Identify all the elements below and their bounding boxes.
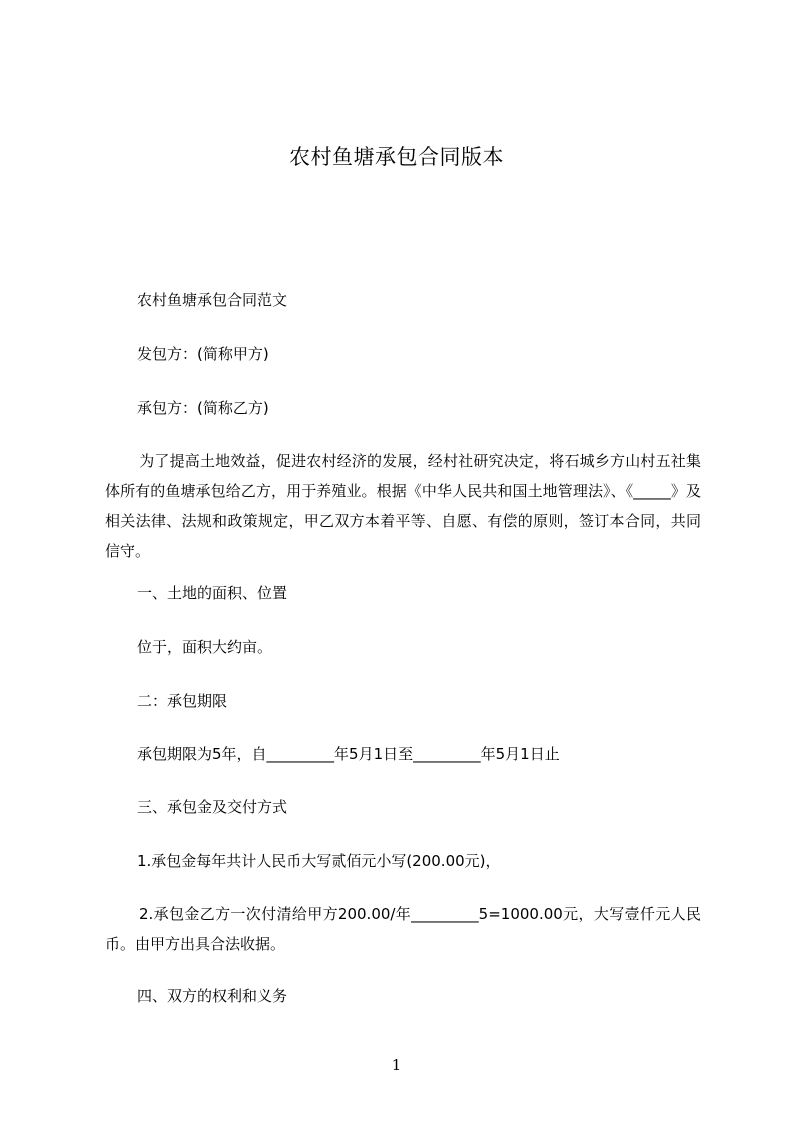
paragraph-text: 承包期限为5年，自_________年5月1日至_________年5月1日止 bbox=[137, 745, 560, 763]
paragraph-text: 一、土地的面积、位置 bbox=[137, 584, 288, 602]
paragraph-text: 2.承包金乙方一次付清给甲方200.00/年_________5=1000.00元，大写壹仟元人民币。由甲方出具合法收据。 bbox=[105, 905, 701, 953]
paragraph-text: 1.承包金每年共计人民币大写贰佰元小写(200.00元)， bbox=[137, 852, 501, 870]
paragraph-heading-sample bbox=[105, 285, 701, 315]
paragraph-party-b bbox=[105, 393, 701, 423]
paragraph-text: 位于，面积大约亩。 bbox=[137, 638, 273, 656]
paragraph-text: 承包方：(简称乙方) bbox=[137, 399, 269, 417]
page-number: 1 bbox=[391, 1056, 402, 1074]
paragraph-text: 发包方：(简称甲方) bbox=[137, 345, 269, 363]
paragraph-land-location bbox=[105, 632, 701, 662]
section-heading-term bbox=[105, 686, 701, 716]
paragraph-party-a bbox=[105, 339, 701, 369]
section-heading-payment bbox=[105, 792, 701, 822]
paragraph-text: 二：承包期限 bbox=[137, 692, 228, 710]
paragraph-term-dates bbox=[105, 739, 701, 769]
paragraph-text: 四、双方的权利和义务 bbox=[137, 987, 288, 1005]
paragraph-text: 为了提高土地效益，促进农村经济的发展，经村社研究决定，将石城乡方山村五社集体所有的鱼塘承包给乙方，用于养殖业。根据《中华人民共和国土地管理法》、《_____》及相关法律、法规和政策规定，甲乙双方本着平等、自愿、有偿的原则，签订本合同，共同信守。 bbox=[105, 452, 701, 560]
paragraph-text: 农村鱼塘承包合同范文 bbox=[137, 291, 288, 309]
paragraph-payment-lump-sum bbox=[105, 899, 701, 959]
section-heading-land bbox=[105, 578, 701, 608]
paragraph-text: 三、承包金及交付方式 bbox=[137, 798, 288, 816]
paragraph-payment-annual bbox=[105, 846, 701, 876]
section-heading-rights bbox=[105, 981, 701, 1011]
paragraph-preamble bbox=[105, 446, 701, 566]
document-title: 农村鱼塘承包合同版本 bbox=[289, 145, 504, 169]
